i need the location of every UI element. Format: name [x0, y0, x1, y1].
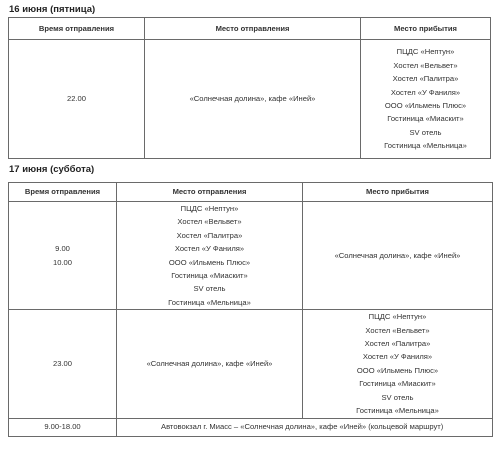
header-arrival-place: Место прибытия: [303, 183, 493, 202]
arrival-places: [303, 310, 493, 418]
table-header-row: [9, 183, 493, 202]
place-item: Хостел «У Фаниля»: [174, 244, 245, 254]
time-item: 9.00: [55, 244, 70, 254]
departure-place: «Солнечная долина», кафе «Иней»: [117, 310, 303, 418]
place-item: ООО «Ильмень Плюс»: [168, 257, 251, 267]
arrival-place: «Солнечная долина», кафе «Иней»: [303, 202, 493, 310]
header-departure-place: Место отправления: [117, 183, 303, 202]
schedule-table-day1: [8, 17, 491, 159]
departure-time: 22.00: [9, 40, 145, 159]
place-item: SV отель: [409, 127, 442, 137]
header-departure-time: Время отправления: [9, 18, 145, 40]
place-item: Хостел «Палитра»: [176, 230, 243, 240]
header-departure-place: Место отправления: [145, 18, 361, 40]
table-header-row: [9, 18, 491, 40]
place-item: SV отель: [193, 284, 226, 294]
day1-title: 16 июня (пятница): [9, 4, 96, 15]
time-item: 10.00: [52, 257, 72, 267]
header-departure-time: Время отправления: [9, 183, 117, 202]
departure-time: 9.00-18.00: [9, 418, 117, 436]
place-item: Гостиница «Мельница»: [384, 141, 467, 151]
place-item: ООО «Ильмень Плюс»: [384, 101, 467, 110]
header-arrival-place: Место прибытия: [361, 18, 491, 40]
place-item: Хостел «Вельвет»: [393, 60, 458, 70]
place-item: Гостиница «Миаскит»: [171, 271, 248, 281]
schedule-table-day2: [8, 182, 493, 437]
place-item: ПЦДС «Нептун»: [180, 204, 239, 213]
circular-route: Автовокзал г. Миасс – «Солнечная долина», кафе «Иней» (кольцевой маршрут): [117, 418, 493, 436]
table-row: [9, 40, 491, 159]
place-item: Гостиница «Мельница»: [168, 297, 251, 307]
place-item: Хостел «Вельвет»: [177, 217, 242, 227]
day2-title: 17 июня (суббота): [9, 164, 95, 175]
departure-places: [117, 202, 303, 310]
place-item: Гостиница «Мельница»: [356, 406, 439, 416]
table-row: [9, 310, 493, 418]
departure-times: [9, 202, 117, 310]
place-item: Хостел «У Фаниля»: [390, 87, 461, 97]
departure-place: «Солнечная долина», кафе «Иней»: [145, 40, 361, 159]
place-item: Гостиница «Миаскит»: [359, 379, 436, 389]
departure-time: 23.00: [9, 310, 117, 418]
place-item: ООО «Ильмень Плюс»: [356, 365, 439, 375]
place-item: Хостел «Палитра»: [364, 339, 431, 349]
place-item: Гостиница «Миаскит»: [387, 114, 464, 124]
place-item: Хостел «У Фаниля»: [362, 352, 433, 362]
place-item: ПЦДС «Нептун»: [396, 47, 455, 57]
table-row: [9, 418, 493, 436]
place-item: ПЦДС «Нептун»: [368, 312, 427, 322]
arrival-places: [361, 40, 491, 159]
table-row: [9, 202, 493, 310]
place-item: SV отель: [381, 392, 414, 402]
place-item: Хостел «Вельвет»: [365, 325, 430, 335]
place-item: Хостел «Палитра»: [392, 74, 459, 84]
